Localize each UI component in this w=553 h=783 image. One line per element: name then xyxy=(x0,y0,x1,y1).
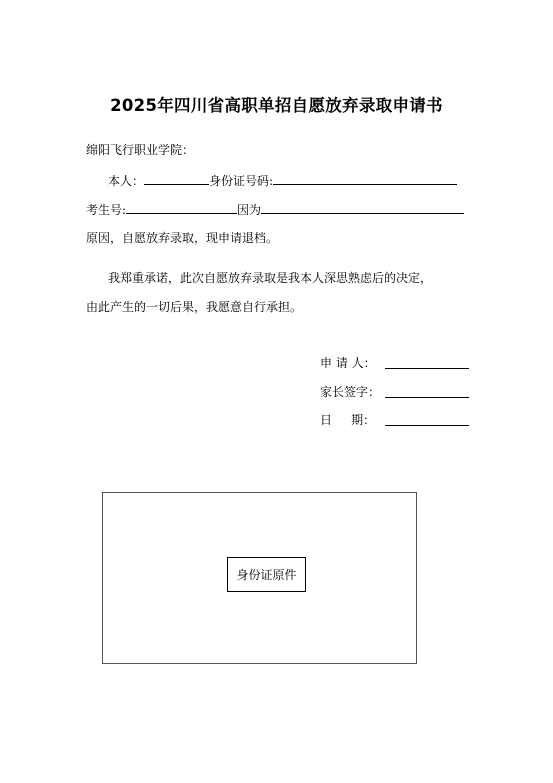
id-number-label: 身份证号码: xyxy=(209,174,274,188)
pledge-line-2: 由此产生的一切后果，我愿意自行承担。 xyxy=(86,300,303,314)
date-row xyxy=(320,412,384,428)
parent-signature-row xyxy=(320,384,384,400)
parent-signature-label: 家长签字： xyxy=(320,385,381,399)
id-number-blank[interactable] xyxy=(273,172,457,185)
reason-continuation: 原因，自愿放弃录取，现申请退档。 xyxy=(86,231,279,245)
exam-number-blank[interactable] xyxy=(126,201,237,214)
date-label: 日 期： xyxy=(320,413,376,427)
applicant-label: 申 请 人： xyxy=(320,356,376,370)
exam-reason-row xyxy=(86,201,464,218)
applicant-signature-blank[interactable] xyxy=(385,368,469,369)
date-blank[interactable] xyxy=(385,425,469,426)
recipient-line: 绵阳飞行职业学院： xyxy=(86,143,195,157)
document-title: 2025年四川省高职单招自愿放弃录取申请书 xyxy=(110,96,443,115)
applicant-signature-row xyxy=(320,355,384,371)
exam-number-label: 考生号: xyxy=(86,203,127,217)
reason-label: 因为 xyxy=(237,203,262,217)
name-blank[interactable] xyxy=(144,172,209,185)
id-card-label: 身份证原件 xyxy=(227,557,306,592)
name-id-row xyxy=(108,172,457,189)
pledge-line-1: 我郑重承诺，此次自愿放弃录取是我本人深思熟虑后的决定， xyxy=(108,271,433,285)
parent-signature-blank[interactable] xyxy=(385,397,469,398)
reason-blank[interactable] xyxy=(261,201,464,214)
self-label: 本人： xyxy=(108,174,145,188)
